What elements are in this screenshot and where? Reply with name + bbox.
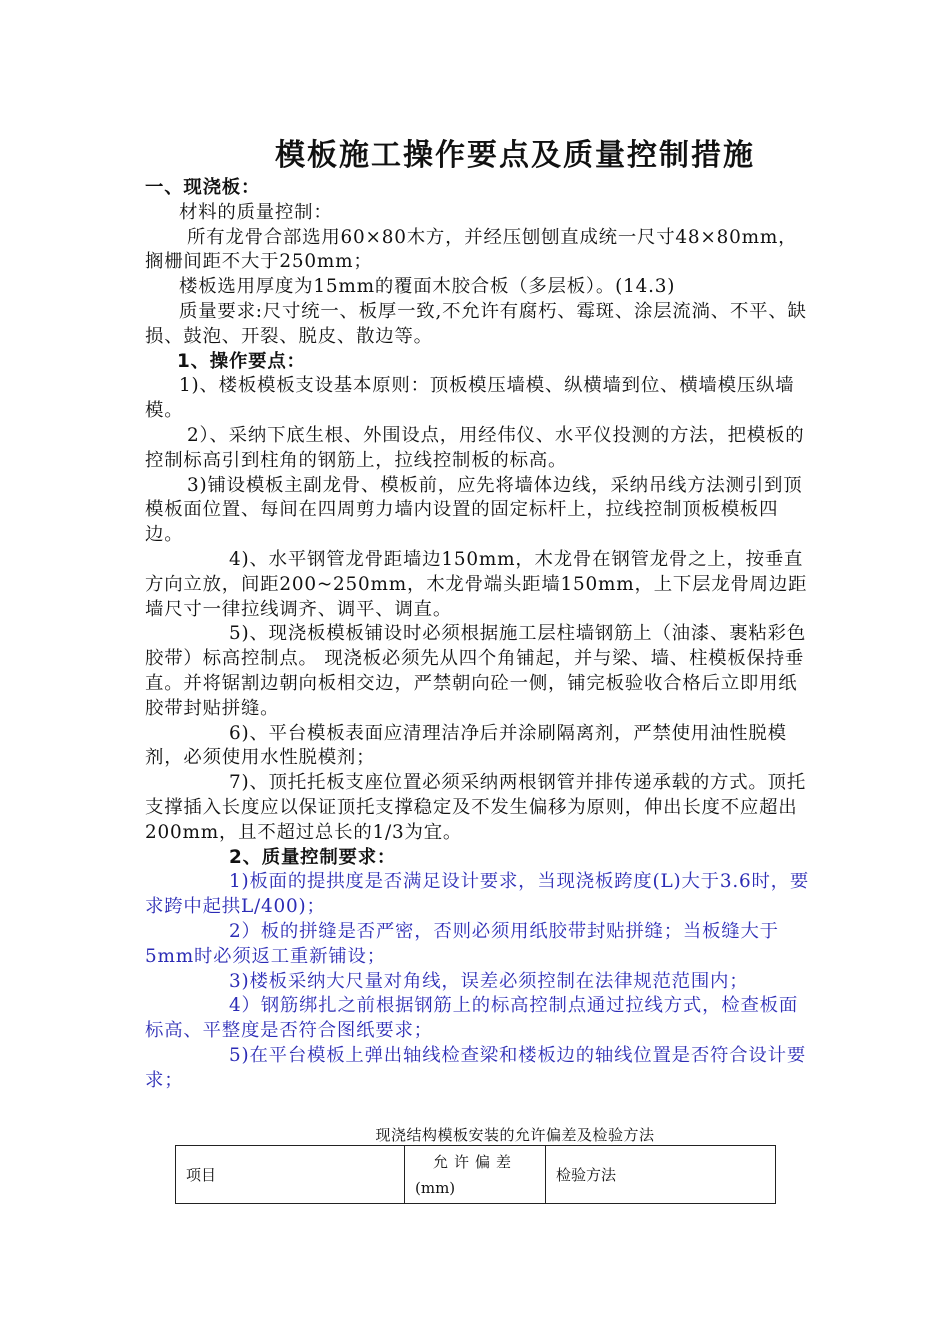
list-item: 7)、顶托托板支座位置必须采纳两根钢管并排传递承载的方式。顶托支撑插入长度应以保证顶托支撑稳定及不发生偏移为原则，伸出长度不应超出200mm，且不超过总长的1/3为宜。 — [145, 772, 807, 843]
subsection-heading: 1、操作要点： — [177, 350, 306, 372]
list-item: 4)、水平钢管龙骨距墙边150mm，木龙骨在钢管龙骨之上，按垂直方向立放，间距200~250mm，木龙骨端头距墙150mm，上下层龙骨周边距墙尺寸一律拉线调齐、调平、调直。 — [145, 548, 808, 620]
list-item: 3)铺设模板主副龙骨、模板前，应先将墙体边线，采纳吊线方法测引到顶模板面位置、每间在四周剪力墙内设置的固定标杆上，拉线控制顶板模板四边。 — [145, 474, 803, 546]
document-body — [145, 176, 813, 1093]
tolerance-table — [175, 1145, 776, 1204]
header-item: 项目 — [176, 1146, 405, 1204]
header-tolerance-line1: 允许偏差 — [432, 1152, 517, 1171]
list-item: 1)、楼板模板支设基本原则：顶板模压墙模、纵横墙到位、横墙模压纵墙模。 — [145, 375, 795, 422]
header-method: 检验方法 — [546, 1146, 776, 1204]
paragraph: 质量要求:尺寸统一、板厚一致,不允许有腐朽、霉斑、涂层流淌、不平、缺损、鼓泡、开裂、脱皮、散边等。 — [145, 300, 807, 347]
header-tolerance-line2: (mm) — [415, 1178, 456, 1197]
list-item: 2）、采纳下底生根、外围设点，用经伟仪、水平仪投测的方法，把模板的控制标高引到柱角的钢筋上，拉线控制板的标高。 — [145, 424, 805, 471]
list-item: 5)、现浇板模板铺设时必须根据施工层柱墙钢筋上（油漆、裹粘彩色胶带）标高控制点。 现浇板必须先从四个角铺起，并与梁、墙、柱模板保持垂直。并将锯割边朝向板相交边，严禁朝向砼一侧，铺完板验收合格后立即用纸胶带封贴拼缝。 — [145, 623, 807, 719]
paragraph: 所有龙骨合部选用60×80木方，并经压刨刨直成统一尺寸48×80mm，搁栅间距不大于250mm； — [145, 226, 798, 273]
paragraph: 楼板选用厚度为15mm的覆面木胶合板（多层板）。(14.3) — [179, 276, 676, 298]
table-caption: 现浇结构模板安装的允许偏差及检验方法 — [375, 1126, 655, 1144]
paragraph: 材料的质量控制： — [179, 201, 333, 223]
section-heading: 一、现浇板： — [145, 177, 261, 198]
list-item: 3)楼板采纳大尺量对角线，误差必须控制在法律规范范围内； — [229, 970, 749, 992]
list-item: 1)板面的提拱度是否满足设计要求，当现浇板跨度(L)大于3.6时，要求跨中起拱L/400)； — [145, 871, 810, 918]
header-tolerance — [405, 1146, 546, 1204]
subsection-heading: 2、质量控制要求： — [229, 846, 397, 868]
list-item: 2）板的拼缝是否严密，否则必须用纸胶带封贴拼缝；当板缝大于5mm时必须返工重新铺设； — [145, 920, 779, 967]
list-item: 4）钢筋绑扎之前根据钢筋上的标高控制点通过拉线方式，检查板面标高、平整度是否符合图纸要求； — [145, 995, 799, 1042]
list-item: 5)在平台模板上弹出轴线检查梁和楼板边的轴线位置是否符合设计要求； — [145, 1044, 807, 1091]
table-header-row — [176, 1146, 776, 1204]
list-item: 6)、平台模板表面应清理洁净后并涂刷隔离剂，严禁使用油性脱模剂，必须使用水性脱模剂； — [145, 722, 787, 769]
document-title: 模板施工操作要点及质量控制措施 — [275, 138, 755, 173]
